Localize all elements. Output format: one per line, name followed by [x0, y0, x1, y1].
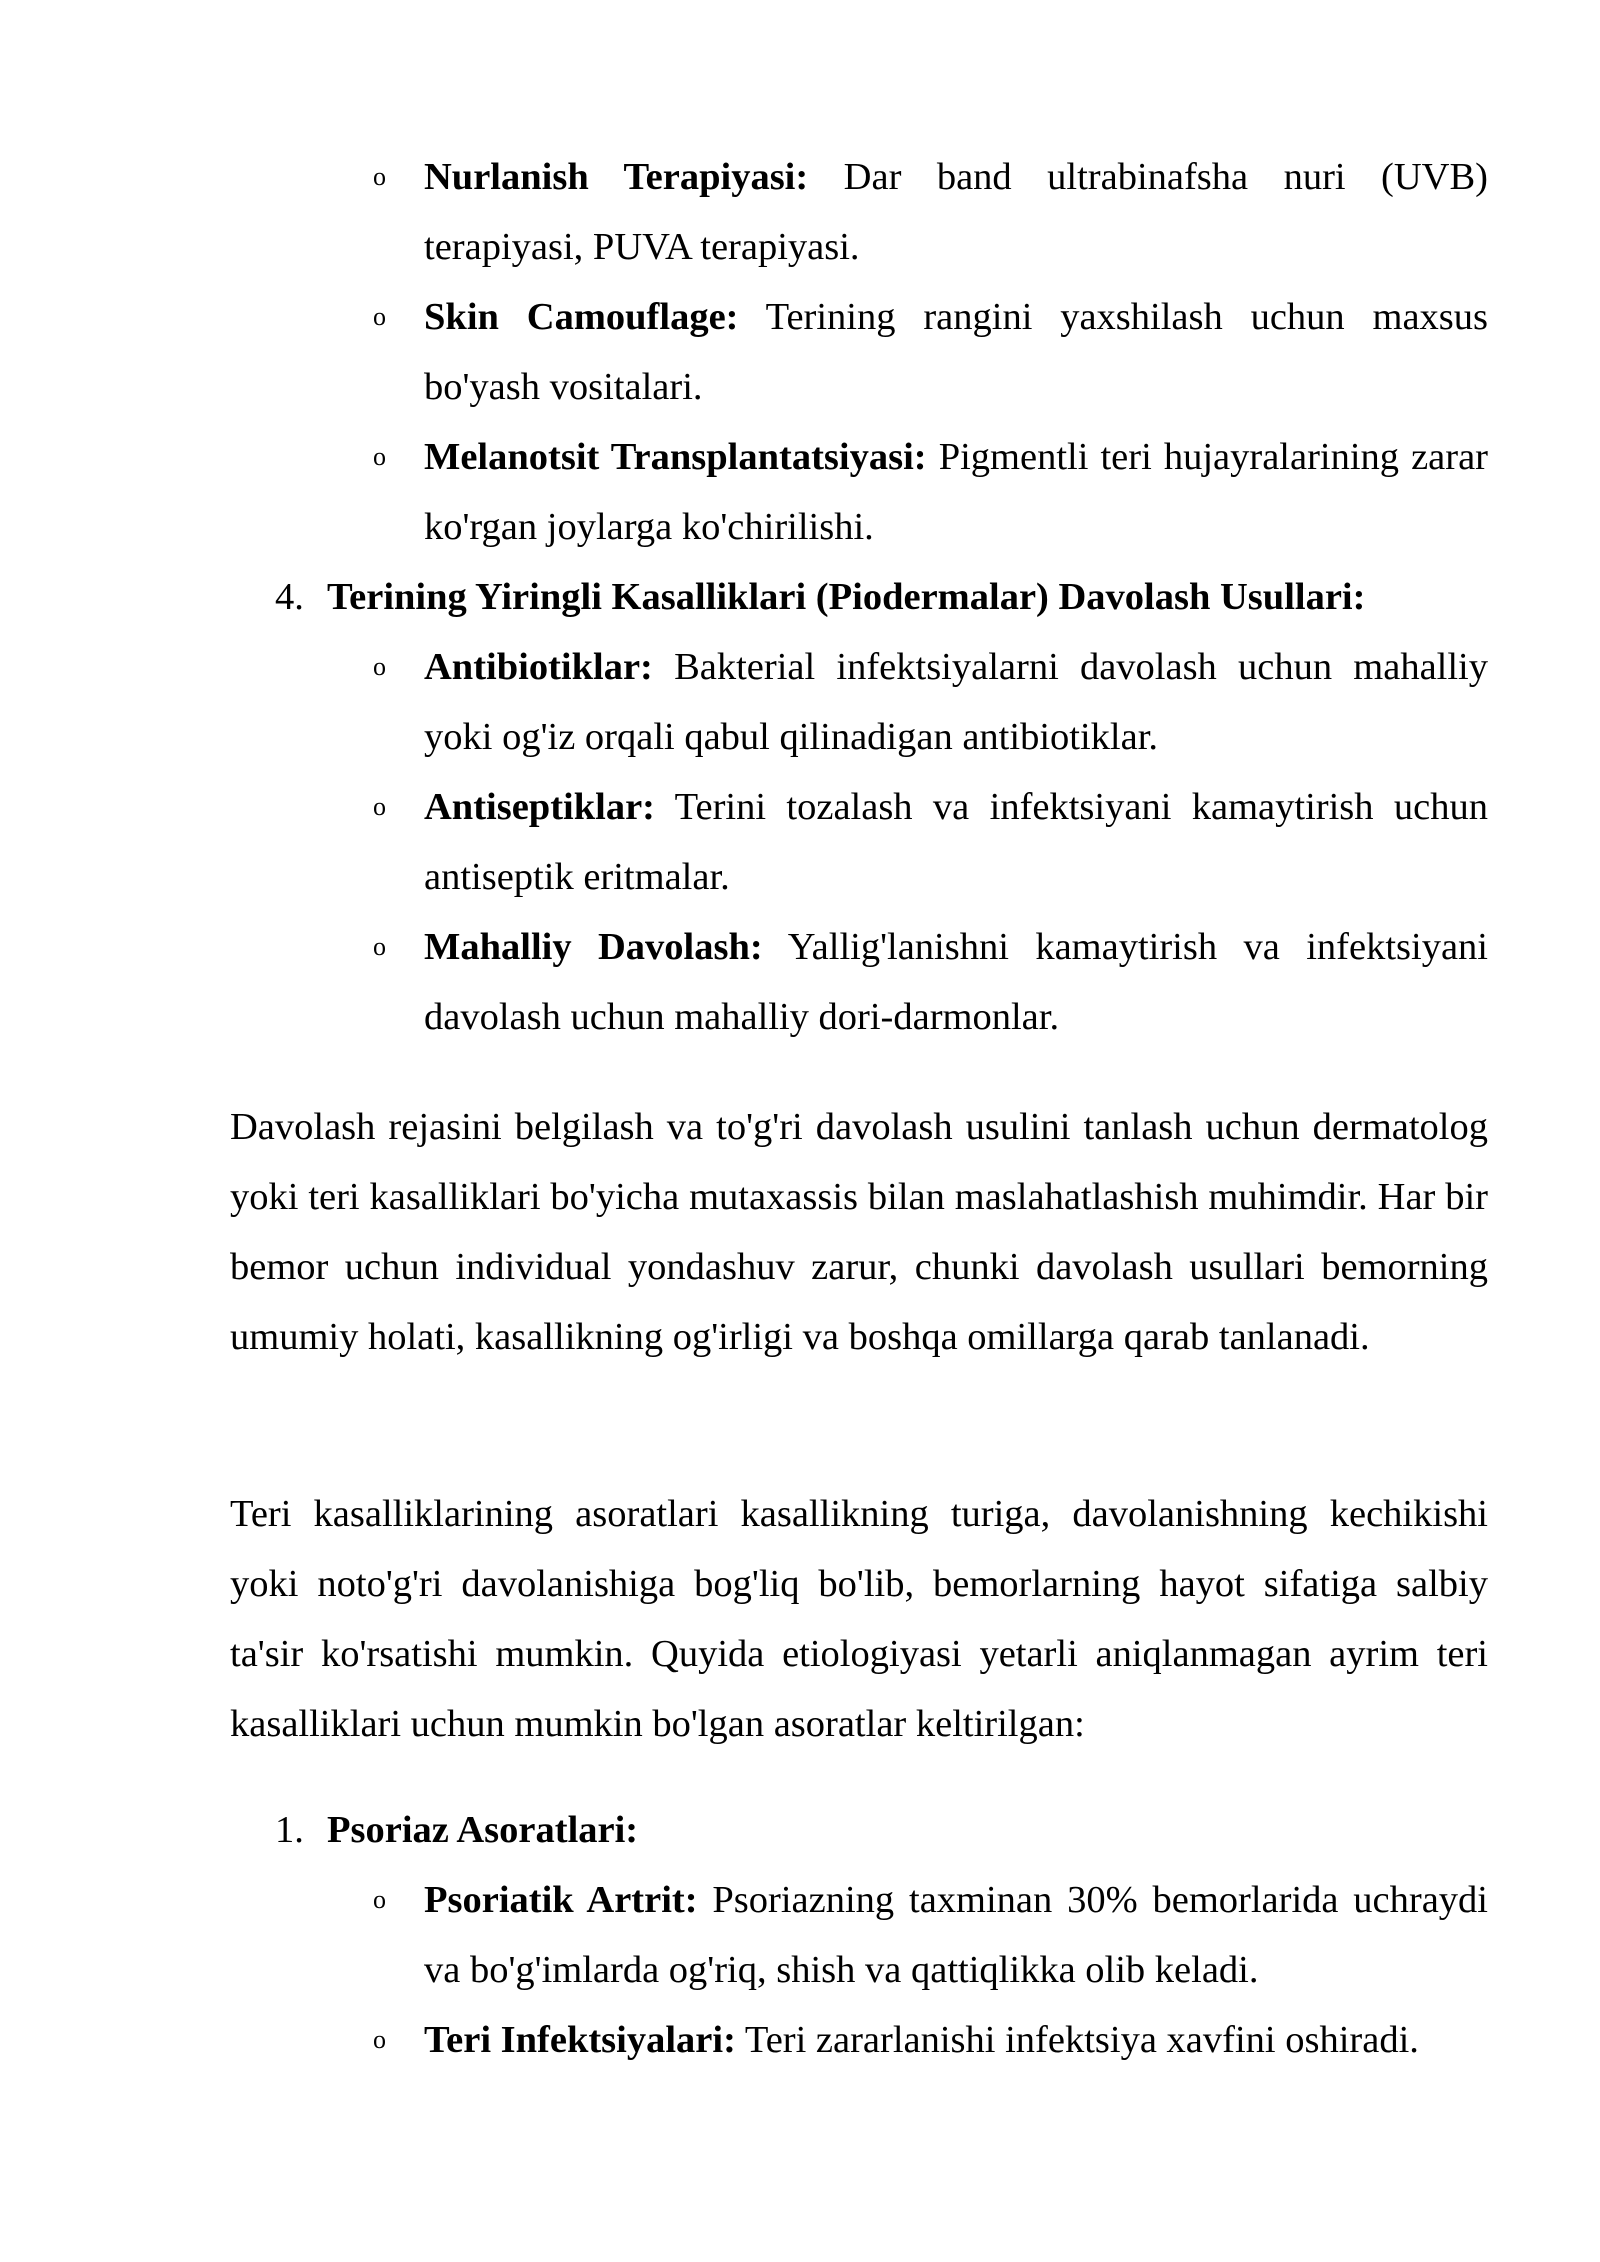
- list-bullet: o: [373, 442, 386, 471]
- numbered-heading: [275, 562, 1488, 632]
- list-item: [424, 772, 1488, 912]
- list-item-title: Melanotsit Transplantatsiyasi:: [424, 436, 927, 478]
- section-heading: Psoriaz Asoratlari:: [327, 1809, 639, 1851]
- list-item-text: Dar band ultrabinafsha nuri (UVB) terapiyasi, PUVA terapiyasi.: [424, 156, 1488, 268]
- list-item-title: Teri Infektsiyalari:: [424, 2019, 736, 2061]
- list-bullet: o: [373, 302, 386, 331]
- list-bullet: o: [373, 932, 386, 961]
- list-bullet: o: [373, 162, 386, 191]
- list-bullet: o: [373, 652, 386, 681]
- list-bullet: o: [373, 1885, 386, 1914]
- list-item-title: Antiseptiklar:: [424, 786, 655, 828]
- list-item-title: Mahalliy Davolash:: [424, 926, 763, 968]
- numbered-heading: [275, 1795, 1488, 1865]
- list-item: [424, 142, 1488, 282]
- list-item-text: Teri zararlanishi infektsiya xavfini oshiradi.: [744, 2019, 1419, 2061]
- list-number: 1.: [275, 1809, 304, 1851]
- list-number: 4.: [275, 576, 304, 618]
- body-paragraph: Davolash rejasini belgilash va to'g'ri davolash usulini tanlash uchun dermatolog yoki teri kasalliklari bo'yicha mutaxassis bilan maslahatlashish muhimdir. Har bir bemor uchun individual yondashuv zarur, chunki davolash usullari bemorning umumiy holati, kasallikning og'irligi va boshqa omillarga qarab tanlanadi.: [230, 1106, 1488, 1358]
- list-bullet: o: [373, 792, 386, 821]
- list-item-text: Pigmentli teri hujayralarining zarar ko'rgan joylarga ko'chirilishi.: [424, 436, 1488, 548]
- list-item: [424, 422, 1488, 562]
- body-paragraph: Teri kasalliklarining asoratlari kasallikning turiga, davolanishning kechikishi yoki noto'g'ri davolanishiga bog'liq bo'lib, bemorlarning hayot sifatiga salbiy ta'sir ko'rsatishi mumkin. Quyida etiologiyasi yetarli aniqlanmagan ayrim teri kasalliklari uchun mumkin bo'lgan asoratlar keltirilgan:: [230, 1493, 1488, 1745]
- list-item-text: Terini tozalash va infektsiyani kamaytirish uchun antiseptik eritmalar.: [424, 786, 1488, 898]
- list-item: [424, 632, 1488, 772]
- section-heading: Terining Yiringli Kasalliklari (Piodermalar) Davolash Usullari:: [327, 576, 1366, 618]
- list-item-title: Antibiotiklar:: [424, 646, 653, 688]
- list-item-title: Nurlanish Terapiyasi:: [424, 156, 809, 198]
- list-item: [424, 282, 1488, 422]
- list-item-text: Bakterial infektsiyalarni davolash uchun mahalliy yoki og'iz orqali qabul qilinadigan antibiotiklar.: [424, 646, 1489, 758]
- list-bullet: o: [373, 2025, 386, 2054]
- list-item: [424, 2005, 1488, 2075]
- list-item-title: Skin Camouflage:: [424, 296, 739, 338]
- list-item-title: Psoriatik Artrit:: [424, 1879, 698, 1921]
- list-item: [424, 1865, 1488, 2005]
- list-item: [424, 912, 1488, 1052]
- list-item-text: Psoriazning taxminan 30% bemorlarida uchraydi va bo'g'imlarda og'riq, shish va qattiqlikka olib keladi.: [424, 1879, 1489, 1991]
- list-item-text: Yallig'lanishni kamaytirish va infektsiyani davolash uchun mahalliy dori-darmonlar.: [424, 926, 1488, 1038]
- list-item-text: Terining rangini yaxshilash uchun maxsus bo'yash vositalari.: [424, 296, 1488, 408]
